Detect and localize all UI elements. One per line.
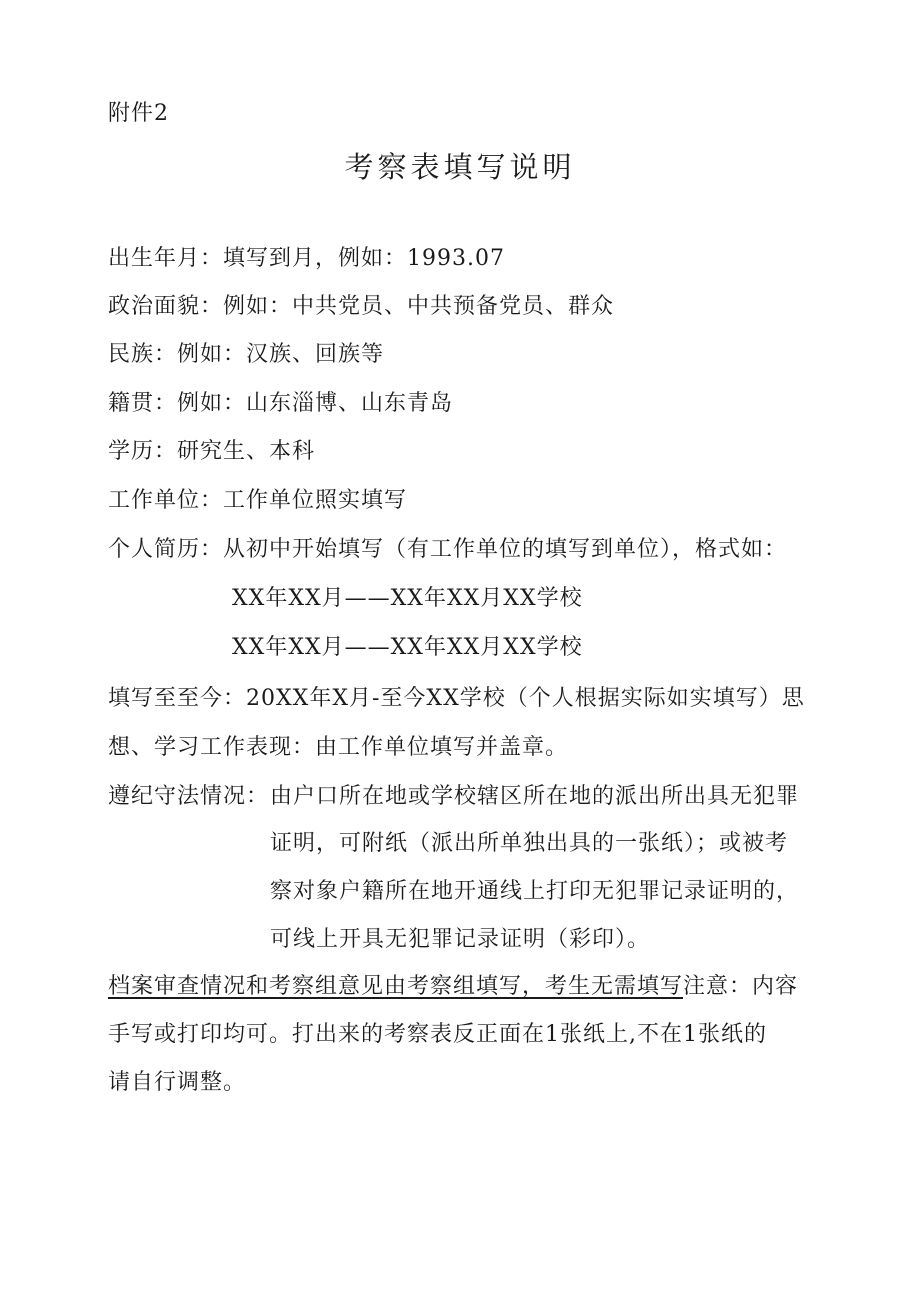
law-text: 证明，可附纸（派出所单独出具的一张纸）；或被考 — [270, 831, 789, 856]
resume-example: XX年XX月——XX年XX月XX学校 — [232, 635, 583, 660]
note-start: 注意：内容 — [683, 974, 799, 999]
resume-instruction: 个人简历：从初中开始填写（有工作单位的填写到单位），格式如： — [108, 537, 788, 562]
law-label: 遵纪守法情况： — [108, 784, 270, 809]
law-text: 由户口所在地或学校辖区所在地的派出所出具无犯罪 — [270, 784, 800, 809]
until-now-continuation: 想、学习工作表现：由工作单位填写并盖章。 — [108, 735, 569, 760]
origin-instruction: 籍贯：例如：山东淄博、山东青岛 — [108, 391, 454, 416]
workplace-instruction: 工作单位：工作单位照实填写 — [108, 488, 408, 513]
until-now-instruction: 填写至至今：20XX年X月-至今XX学校（个人根据实际如实填写）思 — [108, 686, 805, 711]
ethnicity-instruction: 民族：例如：汉族、回族等 — [108, 342, 385, 367]
birth-instruction: 出生年月：填写到月，例如：1993.07 — [108, 246, 505, 271]
law-text: 可线上开具无犯罪记录证明（彩印）。 — [270, 927, 651, 952]
attachment-label: 附件2 — [108, 101, 169, 126]
archive-note-line — [108, 972, 798, 1002]
law-text: 察对象户籍所在地开通线上打印无犯罪记录证明的， — [270, 879, 800, 904]
archive-underlined-text: 档案审查情况和考察组意见由考察组填写，考生无需填写 — [108, 974, 684, 999]
page-title: 考察表填写说明 — [344, 150, 576, 184]
note-continuation: 请自行调整。 — [108, 1070, 247, 1095]
note-continuation: 手写或打印均可。打出来的考察表反正面在1张纸上,不在1张纸的 — [108, 1022, 767, 1047]
politics-instruction: 政治面貌：例如：中共党员、中共预备党员、群众 — [108, 294, 615, 319]
resume-example: XX年XX月——XX年XX月XX学校 — [232, 586, 583, 611]
education-instruction: 学历：研究生、本科 — [108, 439, 316, 464]
